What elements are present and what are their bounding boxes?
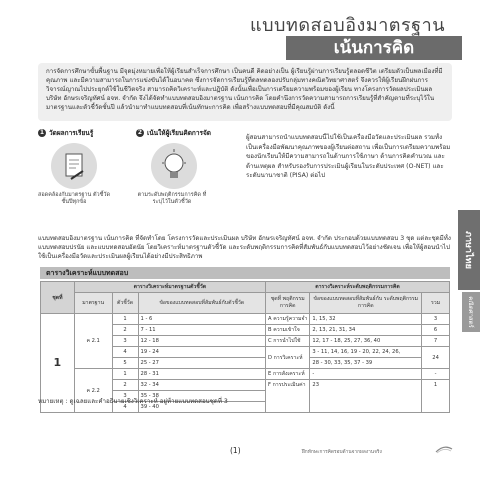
note: หมายเหตุ : ดูเฉลยและคำอธิบายเชิงวิเคราะห์ อยู่ท้ายแบบทดสอบชุดที่ 3	[38, 398, 228, 405]
table-row: 5 25 - 27 28 - 30, 33, 35, 37 - 39	[41, 358, 450, 369]
col-set: ชุดที่	[41, 282, 75, 314]
set-number: 1	[41, 314, 75, 413]
figure-2-title: เน้นให้ผู้เรียนคิดการจัด	[147, 129, 212, 137]
table-title: ตารางวิเคราะห์แบบทดสอบ	[40, 267, 450, 279]
col-standard: มาตรฐาน	[74, 293, 112, 314]
description-paragraph: แบบทดสอบอิงมาตรฐาน เน้นการคิด ที่จัดทำโดย โครงการวัดและประเมินผล บริษัท อักษรเจริญทัศน์ อจท. จำกัด ประกอบด้วยแบบทดสอบ 3 ชุด แต่ละชุดมีทั้งแบบทดสอบปรนัย และแบบทดสอบอัตนัย โดยวิเคราะห์มาตรฐานตัวชี้วัด และระดับพฤติกรรมการคิดที่สัมพันธ์กับแบบทดสอบไว้อย่างชัดเจน เพื่อให้ผู้สอนนำไปใช้เป็นเครื่องมือวัดและประเมินผลผู้เรียนได้อย่างมีประสิทธิภาพ	[38, 235, 451, 260]
col-items1: ข้อของแบบทดสอบที่สัมพันธ์กับตัวชี้วัด	[138, 293, 266, 314]
standard-b: ค 2.2	[74, 369, 112, 413]
group-thinking: ตารางวิเคราะห์ระดับพฤติกรรมการคิด	[266, 282, 450, 293]
table-row: 2 7 - 11 B ความเข้าใจ 2, 13, 21, 31, 34 6	[41, 325, 450, 336]
col-items2: ข้อของแบบทดสอบที่สัมพันธ์กับ ระดับพฤติกรรมการคิด	[310, 293, 422, 314]
group-standards: ตารางวิเคราะห์มาตรฐานตัวชี้วัด	[74, 282, 265, 293]
standard-a: ค 2.1	[74, 314, 112, 369]
figure-1-title: วัดผลการเรียนรู้	[49, 129, 94, 137]
table-group-header	[41, 282, 450, 293]
lightbulb-icon	[151, 143, 197, 189]
figure-1-number: 1	[39, 129, 45, 136]
title-line2: เน้นการคิด	[286, 36, 462, 60]
document-icon	[51, 143, 97, 189]
table-header	[41, 293, 450, 314]
table-row: ค 2.2 1 28 - 31 E การสังเคราะห์ - -	[41, 369, 450, 380]
page-number: (1)	[230, 446, 241, 455]
table-row: 2 32 - 34 F การประเมินค่า 23 1	[41, 380, 450, 391]
publisher-logo-icon	[434, 443, 454, 455]
table-row: 4 19 - 24 D การวิเคราะห์ 3 - 11, 14, 16, 19 - 20, 22, 24, 26, 24	[41, 347, 450, 358]
col-total: รวม	[422, 293, 450, 314]
table-row: 4 39 - 40	[41, 402, 450, 413]
table-row: 3 12 - 18 C การนำไปใช้ 12, 17 - 18, 25, 27, 36, 40 7	[41, 336, 450, 347]
figure-2-number: 2	[137, 129, 143, 136]
analysis-table	[40, 281, 450, 413]
figure-1	[38, 128, 110, 206]
right-paragraph: ผู้สอนสามารถนำแบบทดสอบนี้ไปใช้เป็นเครื่องมือวัดและประเมินผล รวมทั้งเป็นเครื่องมือพัฒนาคุณภาพของผู้เรียนต่อสถาน เพื่อเป็นการเตรียมความพร้อมของนักเรียนให้มีความสามารถในด้านการใช้ภาษา ด้านการคิดคำนวณ และด้านเหตุผล สำหรับรองรับการประเมินผู้เรียนในระดับประเทศ (O-NET) และระดับนานาชาติ (PISA) ต่อไป	[246, 134, 451, 179]
table-row: 1 ค 2.1 1 1 - 6 A ความรู้ความจำ 1, 15, 32 3	[41, 314, 450, 325]
side-tab-secondary: คณิตศาสตร์	[462, 292, 480, 332]
table-row: 3 35 - 38	[41, 391, 450, 402]
footer-text: ฝึกทักษะการคิดรอบด้านจากผลงานจริง	[302, 450, 382, 455]
col-indicator: ตัวชี้วัด	[112, 293, 138, 314]
intro-box: การจัดการศึกษาขั้นพื้นฐาน มีจุดมุ่งหมายเพื่อให้ผู้เรียนสำเร็จการศึกษา เป็นคนดี คิดอย่างเป็น ผู้เรียนรู้ผ่านการเรียนรู้ตลอดชีวิต เตรียมตัวเป็นพลเมืองที่มีคุณภาพ และมีความสามารถในการแข่งขันได้ในอนาคต ซึ่งการจัดการเรียนรู้ที่ดลทดลองปรับกลุ่มทางคณิตวิทยาศาสตร์ จึงควรให้ผู้เรียนฝึกฝนการวิจารณ์ญาณไปประยุกต์ใช้ในชีวิตจริง สามารถคิดวิเคราะห์และปฏิบัติ ดังนั้นเพื่อเป็นการเตรียมความพร้อมของผู้เรียน ทางโครงการวัดผลประเมินผล บริษัท อักษรเจริญทัศน์ อจท. จำกัด จึงได้จัดทำแบบทดสอบอิงมาตรฐาน เน้นการคิด โดยคำนึงการวัดความสามารถการเรียนรู้ที่สำคัญตามที่ระบุไว้ในมาตรฐานและตัวชี้วัดชั้นปี แล้วนำมาทำแบบทดสอบที่เน้นทักษะการคิด เพื่อสร้างแบบทดสอบที่มีคุณสมบัติ ดังนี้	[38, 63, 452, 121]
figure-2	[136, 128, 211, 206]
side-tab: ภาษาไทย	[458, 210, 480, 290]
title-line1: แบบทดสอบอิงมาตรฐาน	[250, 15, 446, 36]
figure-2-caption: ตามระดับพฤติกรรมการคิด ที่ระบุไว้ในตัวชี้วัด	[137, 192, 207, 205]
col-level: ชุดที่ พฤติกรรม การคิด	[266, 293, 310, 314]
figure-1-caption: สอดคล้องกับมาตรฐาน ตัวชี้วัดชั้นปีทุกข้อ	[38, 192, 111, 205]
